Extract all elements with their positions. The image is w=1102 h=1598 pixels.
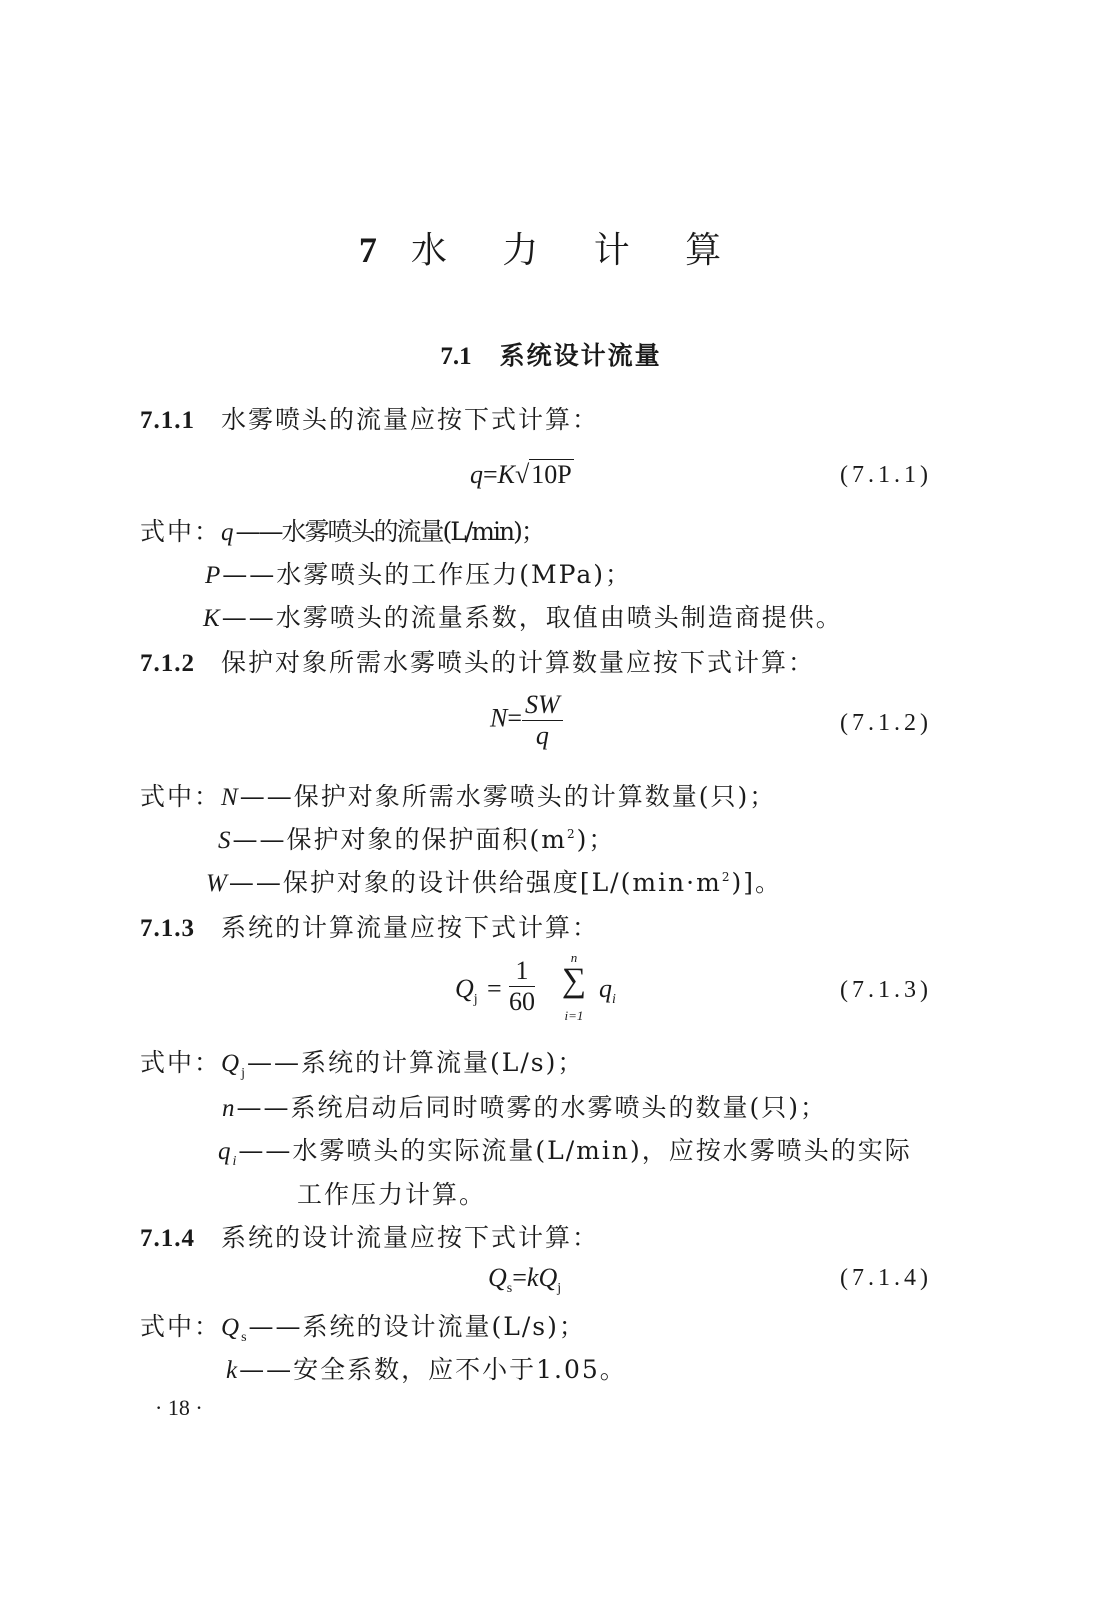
formula-symbol: K <box>497 460 516 489</box>
where-prefix: 式中： <box>140 1312 222 1341</box>
formula-symbol: Q <box>455 974 474 1003</box>
def-symbol: K <box>203 605 222 632</box>
clause-number: 7.1.1 <box>140 407 195 434</box>
def-text: ——水雾喷头的流量(L/min)； <box>235 517 544 546</box>
fraction-denominator: 60 <box>509 987 535 1016</box>
section-number: 7.1 <box>440 343 472 370</box>
clause-7-1-4 <box>140 1218 599 1254</box>
formula-7-1-1 <box>470 460 574 490</box>
definition-line <box>205 555 632 591</box>
formula-equals: = <box>487 974 502 1003</box>
def-text: ——系统的计算流量(L/s)； <box>246 1048 585 1077</box>
def-symbol: P <box>205 562 223 589</box>
clause-text: 系统的计算流量应按下式计算： <box>221 913 600 942</box>
chapter-title: 水 力 计 算 <box>410 230 744 271</box>
def-symbol-base: Q <box>221 1050 242 1077</box>
formula-symbol: Q <box>538 1263 558 1292</box>
def-text: ——安全系数，应不小于1.05。 <box>239 1355 627 1384</box>
subscript: i <box>232 1154 239 1169</box>
section-title: 系统设计流量 <box>499 341 662 370</box>
clause-number: 7.1.2 <box>140 650 195 677</box>
definition-line <box>218 1131 912 1167</box>
clause-7-1-2 <box>140 643 815 679</box>
formula-symbol: k <box>526 1263 539 1292</box>
clause-7-1-3 <box>140 908 599 944</box>
def-text: ——保护对象的设计供给强度[L/(min·m <box>228 868 722 897</box>
formula-symbol: q <box>470 460 483 489</box>
where-prefix: 式中： <box>140 1048 222 1077</box>
fraction-numerator: 1 <box>509 956 535 987</box>
definition-continuation: 工作压力计算。 <box>297 1180 487 1209</box>
formula-number: (7.1.2) <box>840 710 932 736</box>
chapter-heading <box>0 222 1102 273</box>
definition-line <box>222 1088 827 1124</box>
def-symbol: N <box>221 784 240 811</box>
formula-equals: = <box>483 460 498 489</box>
definition-line <box>140 777 776 813</box>
formula-lhs <box>455 974 478 1007</box>
def-text: ——系统的设计流量(L/s)； <box>248 1312 586 1341</box>
page-number: · 18 · <box>155 1395 203 1420</box>
subscript: j <box>473 992 478 1007</box>
definition-line <box>140 1043 584 1079</box>
where-prefix: 式中： <box>140 782 222 811</box>
def-symbol <box>221 1050 247 1081</box>
formula-symbol: N <box>490 703 508 733</box>
def-text: ——保护对象的保护面积(m <box>232 825 567 854</box>
subscript: j <box>241 1066 247 1081</box>
clause-number: 7.1.3 <box>140 915 195 942</box>
clause-text: 保护对象所需水雾喷头的计算数量应按下式计算： <box>221 648 816 677</box>
definition-line <box>206 863 782 899</box>
def-text-tail: )； <box>576 825 616 854</box>
formula-number: (7.1.3) <box>840 977 932 1003</box>
formula-number: (7.1.1) <box>840 462 932 488</box>
def-text: ——水雾喷头的实际流量(L/min)，应按水雾喷头的实际 <box>238 1136 912 1165</box>
fraction <box>509 956 535 1017</box>
chapter-number: 7 <box>358 230 377 270</box>
definition-line <box>226 1350 627 1386</box>
where-prefix: 式中： <box>140 517 222 546</box>
radicand-text: 10P <box>531 460 572 489</box>
def-symbol: n <box>222 1095 237 1122</box>
fraction-denominator: q <box>535 721 549 750</box>
superscript: 2 <box>566 827 577 841</box>
subscript: i <box>612 992 616 1007</box>
def-symbol-base: q <box>218 1138 233 1165</box>
subscript: s <box>241 1330 249 1345</box>
definition-line <box>218 820 615 856</box>
clause-7-1-1 <box>140 400 599 436</box>
def-symbol-base: Q <box>221 1314 242 1341</box>
sqrt-sign: √ <box>515 460 530 489</box>
formula-term <box>599 974 616 1007</box>
clause-text: 水雾喷头的流量应按下式计算： <box>221 405 600 434</box>
superscript: 2 <box>721 870 732 884</box>
formula-equals: = <box>512 1263 527 1292</box>
summation-sign: ∑ <box>561 962 587 999</box>
formula-number: (7.1.4) <box>840 1265 932 1291</box>
def-symbol <box>218 1138 239 1169</box>
fraction <box>522 690 563 751</box>
def-symbol <box>221 1314 249 1345</box>
clause-text: 系统的设计流量应按下式计算： <box>221 1223 600 1252</box>
formula-7-1-2 <box>490 690 563 751</box>
definition-line <box>140 1307 586 1343</box>
clause-number: 7.1.4 <box>140 1225 195 1252</box>
formula-equals: = <box>507 703 523 733</box>
sqrt-radicand <box>529 459 573 489</box>
sum-upper-limit: n <box>570 950 578 965</box>
section-heading <box>0 336 1102 372</box>
def-text: ——水雾喷头的流量系数，取值由喷头制造商提供。 <box>221 603 843 632</box>
definition-line <box>140 512 544 548</box>
formula-7-1-4 <box>488 1263 562 1296</box>
def-symbol: W <box>206 870 229 897</box>
fraction-numerator: SW <box>522 690 563 721</box>
definition-line <box>203 598 843 634</box>
formula-symbol: q <box>599 974 612 1003</box>
def-symbol: k <box>226 1357 240 1384</box>
subscript: s <box>506 1281 513 1296</box>
def-symbol: q <box>221 519 236 546</box>
subscript: j <box>557 1281 562 1296</box>
def-symbol: S <box>218 827 233 854</box>
def-text-tail: )]。 <box>731 868 782 897</box>
def-text: ——系统启动后同时喷雾的水雾喷头的数量(只)； <box>236 1093 828 1122</box>
def-text: ——保护对象所需水雾喷头的计算数量(只)； <box>239 782 777 811</box>
def-text: ——水雾喷头的工作压力(MPa)； <box>222 560 632 589</box>
formula-symbol: Q <box>488 1263 507 1292</box>
sum-lower-limit: i=1 <box>564 1008 584 1023</box>
